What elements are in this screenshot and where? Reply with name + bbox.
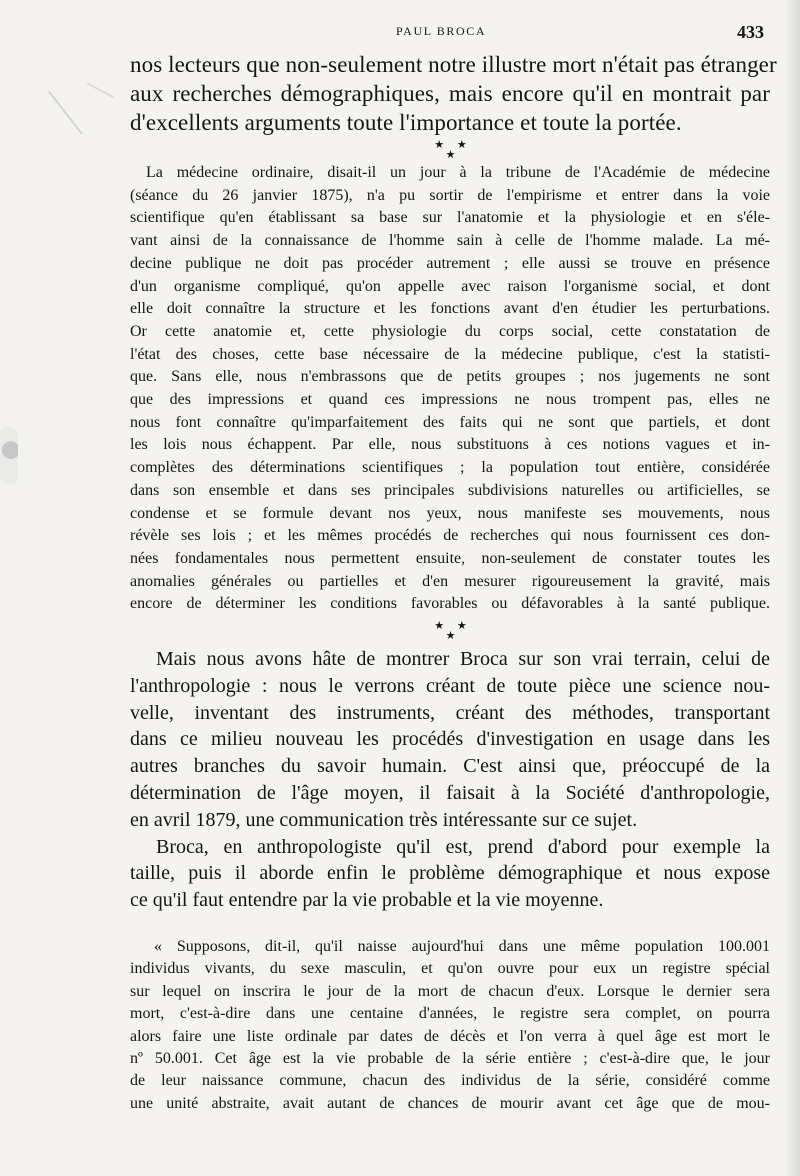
text-line: Broca, en anthropologiste qu'il est, prend d'abord pour exemple la	[156, 835, 770, 858]
section-separator: ★ ★ ★	[434, 139, 472, 161]
main-paragraph	[130, 646, 770, 914]
page-header	[0, 18, 800, 48]
text-line: velle, inventant des instruments, créant des méthodes, transportant	[130, 701, 770, 724]
text-line: que des impressions et quand ces impressions ne nous trompent pas, elles ne	[130, 391, 770, 409]
text-line: (séance du 26 janvier 1875), n'a pu sortir de l'empirisme et entrer dans la voie	[130, 186, 770, 204]
text-line: anomalies générales ou partielles et d'en mesurer rigoureusement la gravité, mais	[130, 572, 770, 590]
text-line: ce qu'il faut entendre par la vie probable et la vie moyenne.	[130, 889, 604, 912]
text-line: taille, puis il aborde enfin le problème démographique et nous expose	[130, 862, 770, 885]
text-line: nous font connaître qu'imparfaitement des faits qui ne sont que partiels, et dont	[130, 413, 770, 431]
quote-paragraph	[130, 936, 770, 1115]
text-line: complètes des déterminations scientifiques ; la population tout entière, considérée	[130, 459, 770, 477]
text-line: dans ce milieu nouveau les procédés d'investigation en usage dans les	[130, 728, 770, 751]
quoted-paragraph	[130, 162, 770, 616]
text-line: en avril 1879, une communication très intéressante sur ce sujet.	[130, 808, 638, 831]
margin-mark	[0, 427, 18, 485]
text-line: que. Sans elle, nous n'embrassons que de petits groupes ; nos jugements ne sont	[130, 368, 770, 386]
text-line: encore de déterminer les conditions favorables ou défavorables à la santé publique.	[130, 595, 770, 613]
text-line: autres branches du savoir humain. C'est ainsi que, préoccupé de la	[130, 755, 770, 778]
text-line: Mais nous avons hâte de montrer Broca sur son vrai terrain, celui de	[156, 648, 770, 670]
page-edge-shadow	[784, 0, 800, 1176]
text-line: nos lecteurs que non-seulement notre illustre mort n'était pas étranger	[130, 52, 777, 77]
text-line: decine publique ne doit pas procéder autrement ; elle aussi se trouve en présence	[130, 254, 770, 272]
text-line: détermination de l'âge moyen, il faisait à la Société d'anthropologie,	[130, 781, 770, 804]
text-line: d'excellents arguments toute l'importance et toute la portée.	[130, 110, 682, 135]
text-line: nées fondamentales nous permettent ensuite, non-seulement de constater toutes les	[130, 549, 770, 567]
text-line: Or cette anatomie et, cette physiologie du corps social, cette constatation de	[130, 322, 770, 340]
section-separator: ★ ★ ★	[434, 620, 472, 642]
text-line: sur lequel on inscrira le jour de la mort de chacun d'eux. Lorsque le dernier sera	[130, 982, 770, 1000]
lead-paragraph	[130, 50, 777, 137]
text-line: mort, c'est-à-dire dans une centaine d'années, le registre sera complet, on pourra	[130, 1005, 770, 1023]
text-line: vant ainsi de la connaissance de l'homme sain à celle de l'homme malade. La mé-	[130, 232, 770, 250]
text-line: les lois nous échappent. Par elle, nous substituons à ces notions vagues et in-	[130, 436, 770, 454]
text-line: l'état des choses, cette base nécessaire de la médecine publique, c'est la statisti-	[130, 345, 770, 363]
text-line: scientifique qu'en établissant sa base sur l'anatomie et la physiologie et en s'éle-	[130, 209, 770, 227]
text-line: alors faire une liste ordinale par dates de décès et l'on verra à quel âge est mort le	[130, 1027, 770, 1045]
text-line: une unité abstraite, avait autant de chances de mourir avant cet âge que de mou-	[130, 1094, 770, 1112]
text-line: nº 50.001. Cet âge est la vie probable de la série entière ; c'est-à-dire que, le jour	[130, 1050, 770, 1068]
text-line: d'un organisme compliqué, qu'on appelle avec raison l'organisme social, et dont	[130, 277, 770, 295]
text-line: La médecine ordinaire, disait-il un jour à la tribune de l'Académie de médecine	[146, 164, 770, 181]
text-line: elle doit connaître la structure et les fonctions avant d'en étudier les perturbations.	[130, 300, 770, 318]
page-number: 433	[737, 22, 764, 42]
text-line: individus vivants, du sexe masculin, et qu'on ouvre pour eux un registre spécial	[130, 960, 770, 978]
text-line: l'anthropologie : nous le verrons créant de toute pièce une science nou-	[130, 674, 770, 697]
text-line: révèle ses lois ; et les mêmes procédés de recherches qui nous fournissent ces don-	[130, 527, 770, 545]
text-line: « Supposons, dit-il, qu'il naisse aujourd'hui dans une même population 100.001	[154, 938, 770, 955]
text-line: aux recherches démographiques, mais encore qu'il en montrait par	[130, 81, 770, 106]
text-line: de leur naissance commune, chacun des individus de la série, considéré comme	[130, 1072, 770, 1090]
running-title: PAUL BROCA	[396, 24, 487, 38]
text-line: condense et se formule devant nos yeux, nous manifeste ses mouvements, nous	[130, 504, 770, 522]
text-line: dans son ensemble et dans ses principales subdivisions naturelles ou artificielles, se	[130, 481, 770, 499]
